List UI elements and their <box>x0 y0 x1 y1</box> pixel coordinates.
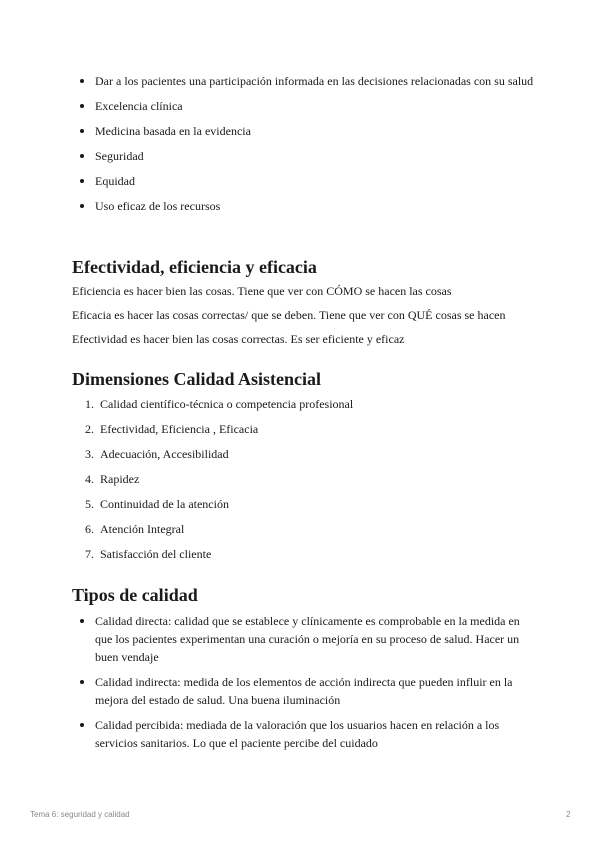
paragraph: Eficacia es hacer las cosas correctas/ que se deben. Tiene que ver con QUÉ cosas se hacen <box>72 308 506 322</box>
list-item: Uso eficaz de los recursos <box>74 197 534 215</box>
paragraph: Efectividad es hacer bien las cosas correctas. Es ser eficiente y eficaz <box>72 332 405 346</box>
list-item: Equidad <box>74 172 534 190</box>
list-item: 3. Adecuación, Accesibilidad <box>85 447 229 461</box>
dimensiones-numbered-list <box>74 395 534 563</box>
tipos-bullet-list <box>74 612 534 752</box>
list-item: Calidad indirecta: medida de los elementos de acción indirecta que pueden influir en la mejora del estado de salud. Una buena iluminación <box>74 673 534 709</box>
list-item: 2. Efectividad, Eficiencia , Eficacia <box>85 422 259 436</box>
list-item: Medicina basada en la evidencia <box>74 122 534 140</box>
paragraph: Eficiencia es hacer bien las cosas. Tiene que ver con CÓMO se hacen las cosas <box>72 284 452 298</box>
list-item: Calidad directa: calidad que se establece y clínicamente es comprobable en la medida en que los pacientes experimentan una curación o mejoría en su proceso de salud. Hacer un buen vendaje <box>74 612 534 666</box>
list-item: 6. Atención Integral <box>85 522 185 536</box>
section-heading-tipos: Tipos de calidad <box>72 585 198 605</box>
list-item: 1. Calidad científico-técnica o competencia profesional <box>85 397 354 411</box>
section-heading-dimensiones: Dimensiones Calidad Asistencial <box>72 369 322 389</box>
list-item: Calidad percibida: mediada de la valoración que los usuarios hacen en relación a los servicios sanitarios. Lo que el paciente percibe del cuidado <box>74 716 534 752</box>
list-item: 4. Rapidez <box>85 472 140 486</box>
list-item: Seguridad <box>74 147 534 165</box>
footer-title: Tema 6: seguridad y calidad <box>30 810 130 819</box>
page-number: 2 <box>566 810 571 819</box>
section-heading-efectividad: Efectividad, eficiencia y eficacia <box>72 257 317 277</box>
list-item: Excelencia clínica <box>74 97 534 115</box>
list-item: 7. Satisfacción del cliente <box>85 547 212 561</box>
intro-bullet-list <box>74 72 534 215</box>
list-item: Dar a los pacientes una participación informada en las decisiones relacionadas con su salud <box>74 72 534 90</box>
list-item: 5. Continuidad de la atención <box>85 497 229 511</box>
